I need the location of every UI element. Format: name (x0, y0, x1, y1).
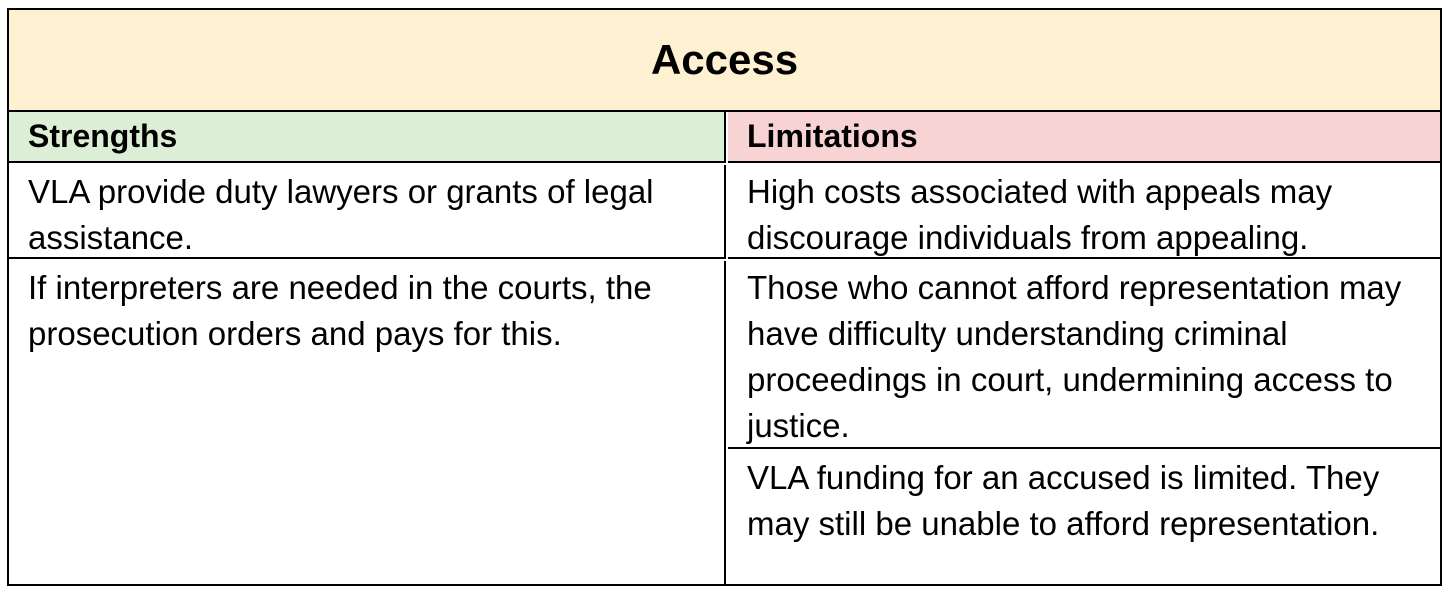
table-title: Access (9, 10, 1440, 112)
strength-item: If interpreters are needed in the courts, the prosecution orders and pays for this. (9, 261, 726, 584)
limitation-item: High costs associated with appeals may discourage individuals from appealing. (728, 165, 1440, 259)
limitation-item: VLA funding for an accused is limited. They may still be unable to afford representation. (747, 459, 1380, 542)
limitation-item: Those who cannot afford representation may have difficulty understanding criminal proceedings in court, undermining access to justice. (728, 261, 1440, 449)
strength-item: VLA provide duty lawyers or grants of legal assistance. (9, 165, 726, 259)
strengths-header: Strengths (9, 112, 726, 163)
limitations-header: Limitations (728, 112, 1440, 163)
access-table (7, 8, 1442, 586)
